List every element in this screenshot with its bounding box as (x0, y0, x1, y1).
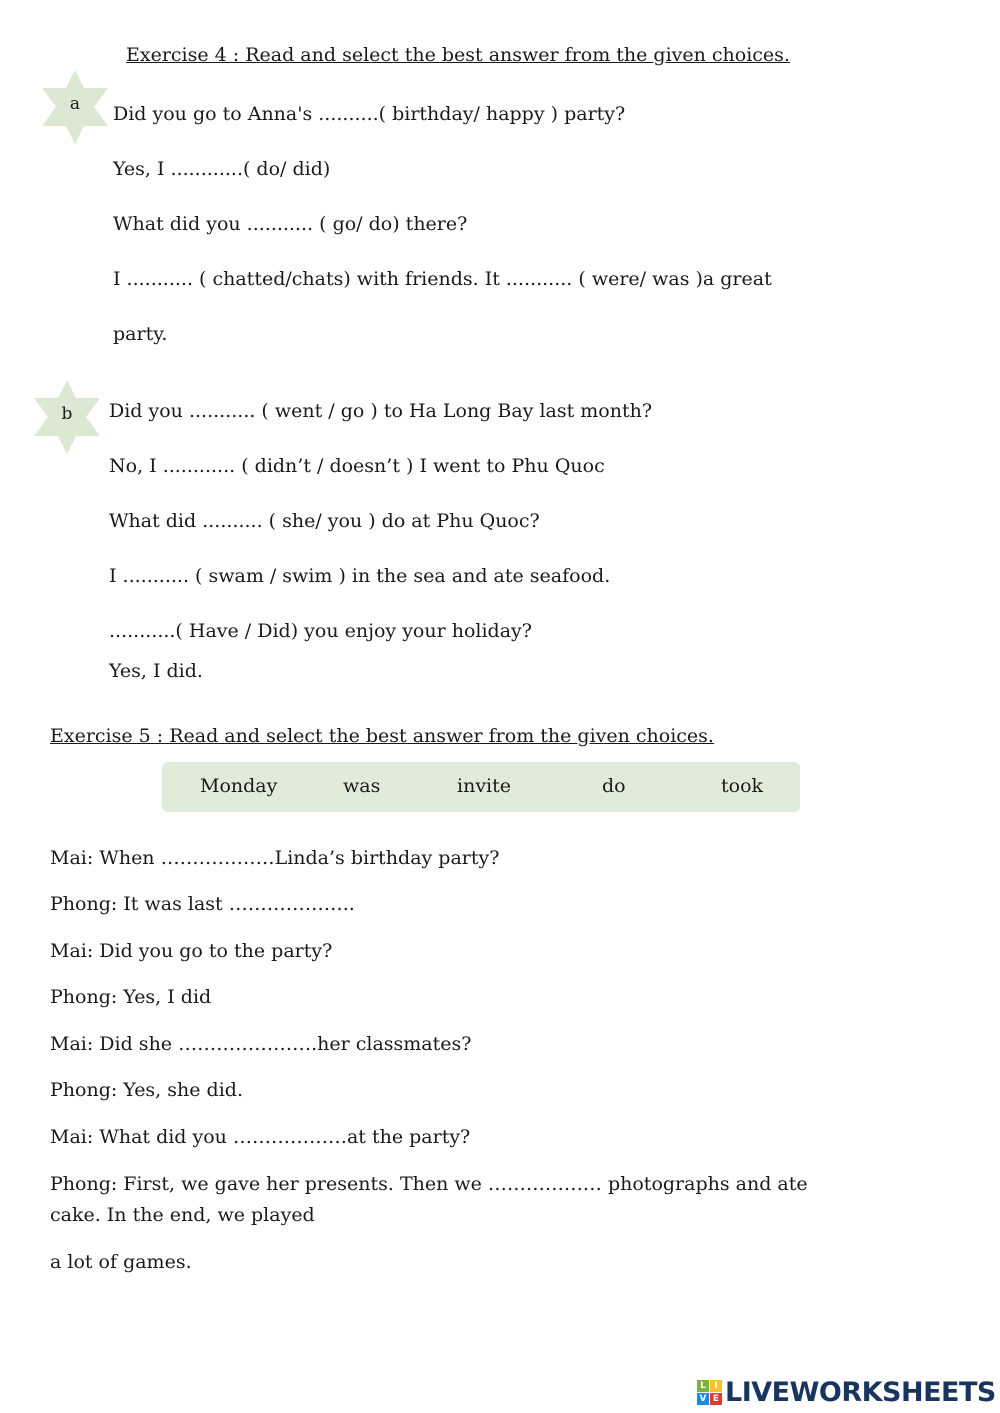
badge-b (34, 380, 100, 454)
dialogue-line: Phong: Yes, I did (50, 986, 212, 1008)
badge-a (42, 70, 108, 144)
word-bank-item: Monday (200, 775, 278, 797)
dialogue-line: Mai: Did you go to the party? (50, 940, 333, 962)
line-b-4: I ........... ( swam / swim ) in the sea and ate seafood. (109, 565, 611, 587)
badge-label: a (69, 94, 81, 114)
line-a-1: Did you go to Anna's ..........( birthday/ happy ) party? (113, 103, 626, 125)
dialogue-line: Phong: It was last ……………….. (50, 893, 355, 915)
dialogue-line: Mai: What did you ………………at the party? (50, 1126, 471, 1148)
line-a-3: What did you ........... ( go/ do) there? (113, 213, 468, 235)
line-a-5: party. (113, 323, 168, 345)
logo-tiles-icon (697, 1380, 722, 1405)
logo-tile: V (697, 1393, 709, 1405)
dialogue-line: Mai: Did she ………………….her classmates? (50, 1033, 472, 1055)
liveworksheets-logo (697, 1377, 996, 1407)
line-b-2: No, I ............ ( didn’t / doesn’t ) I went to Phu Quoc (109, 455, 605, 477)
line-a-4: I ........... ( chatted/chats) with friends. It ........... ( were/ was )a great (113, 268, 772, 290)
word-bank-item: was (343, 775, 381, 797)
logo-text: LIVEWORKSHEETS (725, 1376, 996, 1408)
word-bank-item: invite (457, 775, 512, 797)
line-b-1: Did you ........... ( went / go ) to Ha Long Bay last month? (109, 400, 653, 422)
line-b-3: What did .......... ( she/ you ) do at Phu Quoc? (109, 510, 540, 532)
word-bank-item: took (721, 775, 764, 797)
line-a-2: Yes, I ............( do/ did) (113, 158, 331, 180)
dialogue-line: Mai: When ………………Linda’s birthday party? (50, 847, 500, 869)
word-bank (162, 762, 800, 812)
line-b-6: Yes, I did. (109, 660, 203, 682)
logo-tile: L (697, 1380, 709, 1392)
exercise5-title: Exercise 5 : Read and select the best answer from the given choices. (50, 725, 714, 747)
line-b-5: ...........( Have / Did) you enjoy your holiday? (109, 620, 532, 642)
logo-tile: I (710, 1380, 722, 1392)
logo-tile: E (710, 1393, 722, 1405)
dialogue-line: Phong: Yes, she did. (50, 1079, 243, 1101)
exercise4-title: Exercise 4 : Read and select the best answer from the given choices. (126, 44, 790, 66)
dialogue-line: cake. In the end, we played (50, 1204, 315, 1226)
word-bank-item: do (602, 775, 626, 797)
badge-label: b (61, 404, 73, 424)
dialogue-line: Phong: First, we gave her presents. Then we ……………… photographs and ate (50, 1173, 808, 1195)
dialogue-line: a lot of games. (50, 1251, 192, 1273)
